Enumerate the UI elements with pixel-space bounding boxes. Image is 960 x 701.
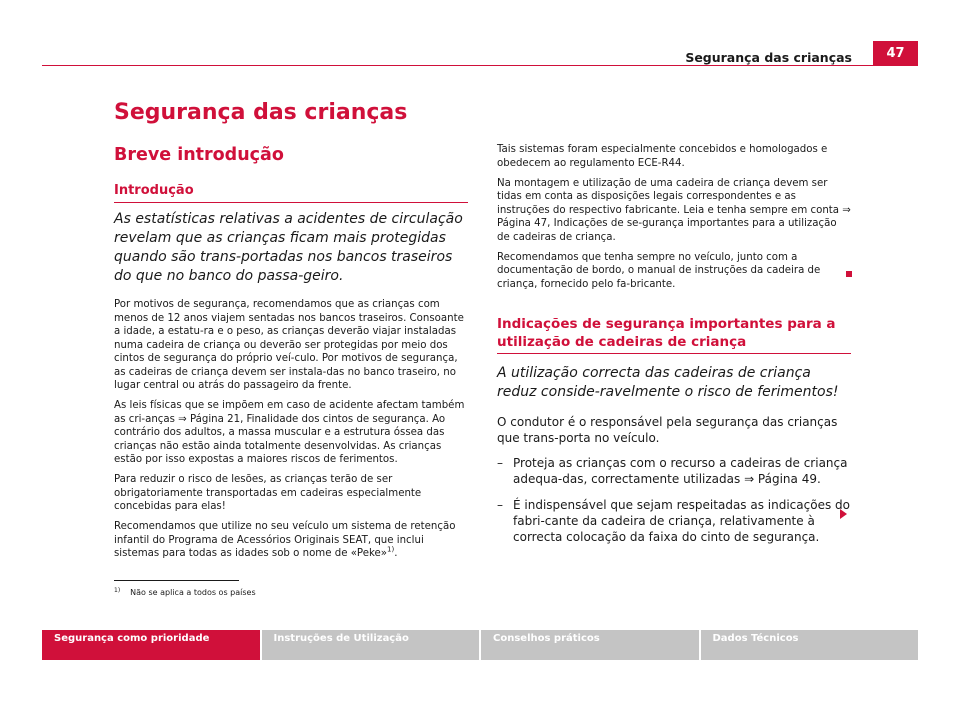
header-rule bbox=[42, 65, 918, 66]
section-rule bbox=[114, 202, 468, 203]
paragraph: Para reduzir o risco de lesões, as crianças terão de ser obrigatoriamente transportadas em cadeiras especialmente concebidas para elas! bbox=[114, 474, 422, 512]
paragraph: Recomendamos que tenha sempre no veículo, junto com a documentação de bordo, o manual de instruções da cadeira de criança, fornecido pelo fa-bricante. bbox=[497, 251, 821, 290]
list-item-text: É indispensável que sejam respeitadas as indicações do fabri-cante da cadeira de criança, relativamente à correcta colocação da faixa do cinto de segurança. bbox=[513, 498, 850, 544]
left-column bbox=[114, 210, 468, 567]
paragraph-text: Recomendamos que utilize no seu veículo um sistema de retenção infantil do Programa de Acessórios Originais SEAT, que inclui sistemas para todas as idades sob o nome de «Peke» bbox=[114, 521, 456, 559]
footnote-ref[interactable]: 1) bbox=[387, 545, 395, 554]
footnote-rule bbox=[114, 580, 239, 581]
paragraph: Na montagem e utilização de uma cadeira de criança devem ser tidas em conta as disposições legais correspondentes e as instruções do respectivo fabricante. Leia e tenha sempre em conta ⇒ Página 47, Indicações de se-gurança importantes para a utilização de cadeiras de criança. bbox=[497, 177, 851, 243]
intro-lead: As estatísticas relativas a acidentes de circulação revelam que as crianças ficam mais protegidas quando são trans-portadas nos bancos traseiros do que no banco do passa-geiro. bbox=[114, 211, 463, 284]
paragraph: As leis físicas que se impõem em caso de acidente afectam também as cri-anças ⇒ Página 21, Finalidade dos cintos de segurança. Ao contrário dos adultos, a massa muscular e a estrutura óssea das crianças não estão ainda totalmente desenvolvidas. As crianças estão por isso expostas a maiores riscos de ferimentos. bbox=[114, 400, 465, 465]
list-item bbox=[497, 497, 851, 545]
bullet-list bbox=[497, 455, 851, 545]
dash-marker: – bbox=[497, 456, 503, 470]
section-end-square-icon bbox=[846, 271, 852, 277]
paragraph bbox=[114, 520, 468, 561]
paragraph: Por motivos de segurança, recomendamos que as crianças com menos de 12 anos viajem sentadas nos bancos traseiros. Consoante a idade, a estatu-ra e o peso, as crianças deverão viajar instaladas numa cadeira de criança ou deverão ser protegidas por meio dos cintos de segurança do próprio veí-culo. Por motivos de segurança, as cadeiras de criança devem ser instala-das no banco traseiro, no lugar central ou atrás do passageiro da frente. bbox=[114, 299, 464, 391]
list-item bbox=[497, 455, 851, 487]
footnote-number: 1) bbox=[114, 587, 121, 594]
paragraph: O condutor é o responsável pela segurança das crianças que trans-porta no veículo. bbox=[497, 415, 838, 445]
tab-instrucoes[interactable]: Instruções de Utilização bbox=[262, 630, 480, 660]
footnote-text: Não se aplica a todos os países bbox=[130, 588, 256, 597]
page-title: Segurança das crianças bbox=[114, 100, 408, 125]
dash-marker: – bbox=[497, 498, 503, 512]
chapter-title: Breve introdução bbox=[114, 145, 284, 165]
footer-nav bbox=[42, 630, 918, 660]
paragraph: Tais sistemas foram especialmente concebidos e homologados e obedecem ao regulamento ECE-R44. bbox=[497, 144, 828, 169]
subsection-rule bbox=[497, 353, 851, 354]
subsection-lead: A utilização correcta das cadeiras de criança reduz conside-ravelmente o risco de ferimentos! bbox=[497, 365, 839, 400]
tab-conselhos[interactable]: Conselhos práticos bbox=[481, 630, 699, 660]
paragraph-end: . bbox=[394, 548, 398, 559]
section-title: Introdução bbox=[114, 183, 194, 198]
list-item-text: Proteja as crianças com o recurso a cadeiras de criança adequa-das, correctamente utilizadas ⇒ Página 49. bbox=[513, 456, 848, 486]
tab-dados-tecnicos[interactable]: Dados Técnicos bbox=[701, 630, 919, 660]
tab-seguranca[interactable]: Segurança como prioridade bbox=[42, 630, 260, 660]
footnote bbox=[114, 588, 256, 597]
running-header-title: Segurança das crianças bbox=[685, 50, 852, 65]
page-number: 47 bbox=[873, 41, 918, 66]
right-column bbox=[497, 143, 851, 555]
subsection-title: Indicações de segurança importantes para a utilização de cadeiras de criança bbox=[497, 316, 836, 350]
continue-arrow-icon bbox=[840, 509, 847, 519]
